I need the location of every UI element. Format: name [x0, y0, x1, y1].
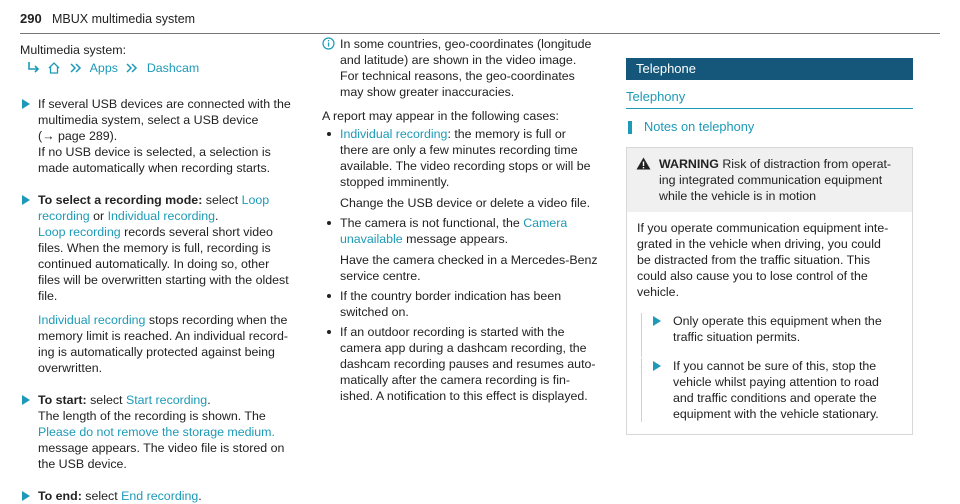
list-item: If an outdoor recording is started with the camera app during a dashcam recording, the dashcam recording pauses and resumes auto- matically after the camera recording is fin- ished. A notification to this effect is displayed.	[322, 324, 612, 404]
warning-label: WARNING	[659, 157, 719, 171]
chevron-double-right-icon	[125, 61, 139, 79]
warning-step: If you cannot be sure of this, stop the vehicle whilst paying attention to road and traffic conditions and operate the equipment with the vehicle stationary.	[637, 358, 902, 422]
warning-triangle-icon	[636, 157, 651, 174]
start-recording-option[interactable]: Start recording	[125, 393, 208, 407]
option-individual-recording[interactable]: Individual recording	[107, 209, 216, 223]
end-recording-option[interactable]: End recording	[121, 489, 199, 503]
column-dashcam	[20, 42, 305, 504]
heading-marker	[628, 121, 632, 134]
list-item: The camera is not functional, the Camera unavailable message appears. Have the camera checked in a Mercedes-Benz service centre.	[322, 215, 612, 284]
warning-box	[626, 147, 913, 435]
column-telephone	[626, 58, 913, 435]
info-icon	[322, 37, 335, 54]
step-triangle-icon	[653, 316, 661, 326]
storage-message: Please do not remove the storage medium.	[38, 425, 275, 439]
notes-heading: Notes on telephony	[626, 119, 913, 135]
return-arrow-icon	[26, 61, 40, 79]
step-triangle-icon	[22, 99, 30, 109]
nav-path	[20, 60, 305, 79]
warning-body: If you operate communication equipment inte- grated in the vehicle when driving, you could be distracted from the traffic situation. This could also cause you to lose control of the vehicle. Only operate this equipment when the traffic situation permits. If you cannot be sure of this, stop the vehicle whilst paying attention to road and traffic conditions and operate the equipment with the vehicle stationary.	[627, 212, 912, 434]
column-reports	[322, 36, 612, 404]
step-triangle-icon	[653, 361, 661, 371]
list-item: If the country border indication has been switched on.	[322, 288, 612, 320]
chevron-double-right-icon	[69, 61, 83, 79]
nav-apps[interactable]: Apps	[89, 61, 118, 75]
geo-note: In some countries, geo-coordinates (longitude and latitude) are shown in the video image. For technical reasons, the geo-coordinates may show greater inaccuracies.	[322, 36, 612, 100]
section-title-telephone: Telephone	[626, 58, 913, 80]
header-title: MBUX multimedia system	[52, 12, 196, 26]
subsection-title-telephony: Telephony	[626, 89, 913, 109]
page-number: 290	[20, 11, 42, 26]
step-triangle-icon	[22, 491, 30, 501]
warning-step: Only operate this equipment when the traffic situation permits.	[637, 313, 902, 345]
step-end: To end: select End recording.	[20, 488, 305, 504]
report-intro: A report may appear in the following cases:	[322, 109, 559, 123]
warning-header: WARNING Risk of distraction from operat- ing integrated communication equipment while the vehicle is in motion	[627, 148, 912, 212]
step-recording-mode: To select a recording mode: select Loop recording or Individual recording. Loop recording records several short video files. When the memory is full, recording is continued automatically. In doing so, other files will be overwritten starting with the oldest file. Individual recording stops recording when the memory limit is reached. An individual record- ing is automatically protected against being overwritten.	[20, 192, 305, 376]
page-header	[20, 5, 940, 34]
option-loop-recording[interactable]: Loop	[241, 193, 270, 207]
step-triangle-icon	[22, 195, 30, 205]
nav-label: Multimedia system:	[20, 43, 127, 57]
step-select-usb: If several USB devices are connected with the multimedia system, select a USB device (→ page 289). If no USB device is selected, a selection is made automatically when recording starts.	[20, 96, 305, 176]
home-icon[interactable]	[47, 61, 61, 79]
step-triangle-icon	[22, 395, 30, 405]
list-item: Individual recording: the memory is full or there are only a few minutes recording time available. The video recording stops or will be stopped imminently. Change the USB device or delete a video file.	[322, 126, 612, 211]
step-start: To start: select Start recording. The length of the recording is shown. The Please do not remove the storage medium. message appears. The video file is stored on the USB device.	[20, 392, 305, 472]
nav-dashcam[interactable]: Dashcam	[146, 61, 200, 75]
